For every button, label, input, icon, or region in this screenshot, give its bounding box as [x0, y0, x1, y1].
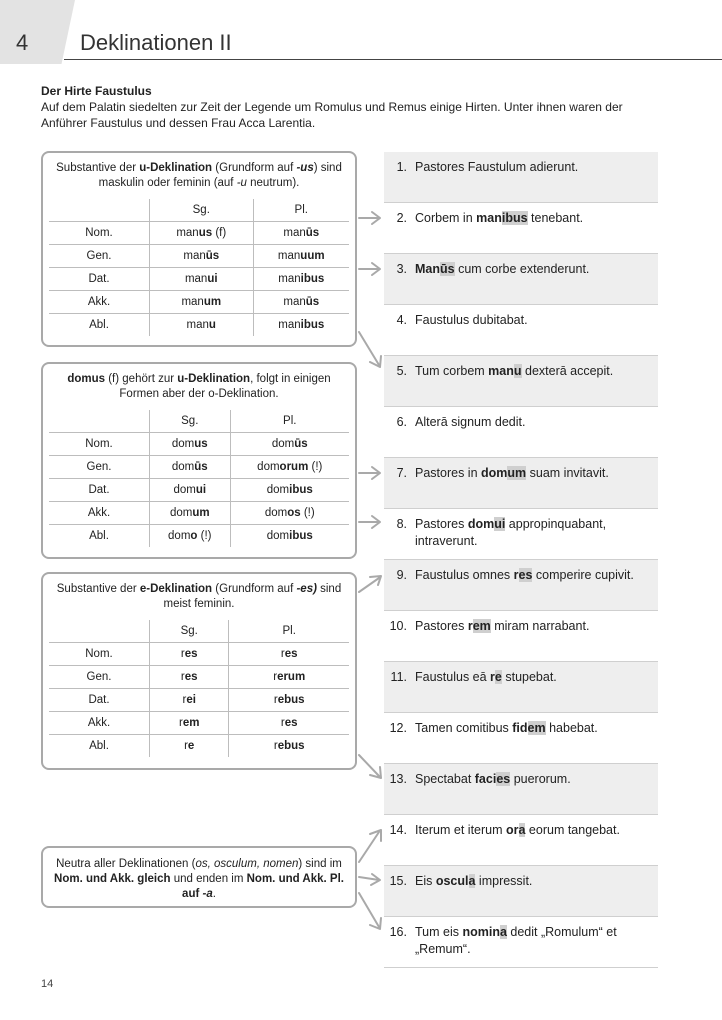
- table-cell: Abl.: [89, 740, 109, 752]
- column-header: Sg.: [150, 620, 229, 643]
- table-cell: manibus: [253, 314, 349, 337]
- ending-highlight: a: [468, 874, 476, 888]
- arrow-icon: [359, 755, 381, 778]
- table-cell: res: [229, 643, 349, 666]
- table-cell: manūs: [150, 245, 254, 268]
- table-cell: rerum: [229, 666, 349, 689]
- sentence-number: 6.: [396, 415, 407, 429]
- table-cell: res: [229, 712, 349, 735]
- table-cell: manūs: [253, 291, 349, 314]
- ending-highlight: um: [507, 466, 527, 480]
- table-cell: domibus: [230, 525, 349, 548]
- sentence-text: Faustulus dubitabat.: [415, 313, 528, 327]
- ending-highlight: a: [518, 823, 526, 837]
- arrow-icon: [359, 576, 381, 592]
- arrow-icon: [359, 332, 381, 367]
- table-cell: Gen.: [49, 456, 150, 479]
- intro-text: Auf dem Palatin siedelten zur Zeit der Legende um Romulus und Remus einige Hirten. Unter ihnen waren der Anführer Faustulus und dessen Frau Acca Larentia.: [41, 100, 623, 130]
- table-cell: domos (!): [230, 502, 349, 525]
- sentence-text: Eis oscula impressit.: [415, 874, 533, 888]
- table-cell: Akk.: [49, 291, 150, 314]
- table-cell: manui: [150, 268, 254, 291]
- column-header: Sg.: [150, 199, 254, 222]
- table-cell: Gen.: [49, 245, 150, 268]
- table-cell: domum: [150, 502, 231, 525]
- page-number: 14: [41, 978, 54, 990]
- table-cell: domibus: [230, 479, 349, 502]
- ending-highlight: em: [472, 619, 491, 633]
- sentence-text: Pastores domui appropinquabant, intraverunt.: [415, 517, 607, 548]
- table-cell: domorum (!): [230, 456, 349, 479]
- sentence-text: Tum eis nomina dedit „Romulum“ et „Remum“.: [415, 925, 617, 956]
- table-cell: Abl.: [89, 530, 109, 542]
- ending-highlight: es: [496, 772, 511, 786]
- sentence-text: Pastores Faustulum adierunt.: [415, 160, 579, 174]
- sentence-text: Faustulus eā re stupebat.: [415, 670, 557, 684]
- table-cell: manūs: [253, 222, 349, 245]
- table-cell: manu: [150, 314, 254, 337]
- table-cell: Nom.: [49, 433, 150, 456]
- ending-highlight: es: [518, 568, 533, 582]
- sentence-text: Pastores rem miram narrabant.: [415, 619, 590, 633]
- ending-highlight: e: [494, 670, 502, 684]
- intro-heading: Der Hirte Faustulus: [41, 84, 152, 98]
- arrow-icon: [359, 830, 381, 862]
- table-cell: Nom.: [49, 222, 150, 245]
- table-cell: manum: [150, 291, 254, 314]
- column-header: Sg.: [150, 410, 231, 433]
- sentence-number: 14.: [389, 823, 407, 837]
- sentence-number: 4.: [396, 313, 407, 327]
- table-cell: domo (!): [150, 525, 231, 548]
- chapter-title: Deklinationen II: [80, 30, 232, 55]
- table-cell: Dat.: [49, 479, 150, 502]
- box-caption: Substantive der e-Deklination (Grundform auf -es) sind meist feminin.: [56, 583, 342, 610]
- arrow-icon: [359, 212, 380, 224]
- sentence-number: 7.: [396, 466, 407, 480]
- sentence-text: Corbem in manibus tenebant.: [415, 211, 584, 225]
- sentence-number: 13.: [389, 772, 407, 786]
- arrow-icon: [359, 467, 380, 479]
- sentence-text: Faustulus omnes res comperire cupivit.: [415, 568, 634, 582]
- sentence-text: Tamen comitibus fidem habebat.: [415, 721, 598, 735]
- table-cell: rem: [150, 712, 229, 735]
- sentence-number: 3.: [396, 262, 407, 276]
- sentence-text: Alterā signum dedit.: [415, 415, 526, 429]
- table-cell: Dat.: [49, 268, 150, 291]
- box-caption: domus (f) gehört zur u-Deklination, folgt in einigen Formen aber der o-Deklination.: [67, 373, 331, 400]
- sentence-number: 11.: [390, 670, 407, 684]
- table-cell: manibus: [253, 268, 349, 291]
- ending-highlight: ui: [494, 517, 506, 531]
- sentence-number: 15.: [389, 874, 407, 888]
- table-cell: res: [150, 666, 229, 689]
- sentence-text: Tum corbem manu dexterā accepit.: [415, 364, 614, 378]
- sentence-number: 9.: [396, 568, 407, 582]
- sentence-number: 8.: [396, 517, 407, 531]
- table-cell: Akk.: [49, 502, 150, 525]
- sentence-number: 1.: [396, 160, 407, 174]
- table-cell: Nom.: [49, 643, 150, 666]
- table-cell: Akk.: [49, 712, 150, 735]
- table-cell: manuum: [253, 245, 349, 268]
- column-header: Pl.: [253, 199, 349, 222]
- table-cell: domūs: [230, 433, 349, 456]
- sentence-text: Pastores in domum suam invitavit.: [415, 466, 609, 480]
- table-cell: Dat.: [49, 689, 150, 712]
- table-cell: rebus: [229, 689, 349, 712]
- arrow-icon: [359, 874, 380, 885]
- ending-highlight: ibus: [501, 211, 528, 225]
- box-caption: Substantive der u-Deklination (Grundform auf -us) sind maskulin oder feminin (auf -u neutrum).: [56, 162, 342, 189]
- sentence-number: 5.: [396, 364, 407, 378]
- table-cell: rei: [150, 689, 229, 712]
- table-cell: Abl.: [89, 319, 109, 331]
- table-cell: res: [150, 643, 229, 666]
- chapter-number: 4: [16, 30, 29, 55]
- table-cell: manus (f): [150, 222, 254, 245]
- ending-highlight: em: [527, 721, 546, 735]
- column-header: Pl.: [230, 410, 349, 433]
- arrow-icon: [359, 516, 380, 528]
- ending-highlight: u: [513, 364, 522, 378]
- table-cell: rebus: [229, 735, 349, 758]
- neutra-note: Neutra aller Deklinationen (os, osculum, nomen) sind im Nom. und Akk. gleich und enden im Nom. und Akk. Pl. auf -a.: [54, 858, 344, 900]
- sentence-number: 2.: [396, 211, 407, 225]
- sentence-text: Manūs cum corbe extenderunt.: [415, 262, 590, 276]
- sentence-number: 10.: [389, 619, 407, 633]
- table-cell: domui: [150, 479, 231, 502]
- arrow-icon: [359, 263, 380, 275]
- sentence-number: 12.: [389, 721, 407, 735]
- table-cell: domūs: [150, 456, 231, 479]
- ending-highlight: ūs: [440, 262, 455, 276]
- table-cell: domus: [150, 433, 231, 456]
- sentence-text: Spectabat facies puerorum.: [415, 772, 571, 786]
- column-header: Pl.: [229, 620, 349, 643]
- table-cell: Gen.: [49, 666, 150, 689]
- table-cell: re: [150, 735, 229, 758]
- sentence-number: 16.: [389, 925, 407, 939]
- ending-highlight: a: [499, 925, 507, 939]
- sentence-text: Iterum et iterum ora eorum tangebat.: [415, 823, 620, 837]
- arrow-icon: [359, 893, 381, 929]
